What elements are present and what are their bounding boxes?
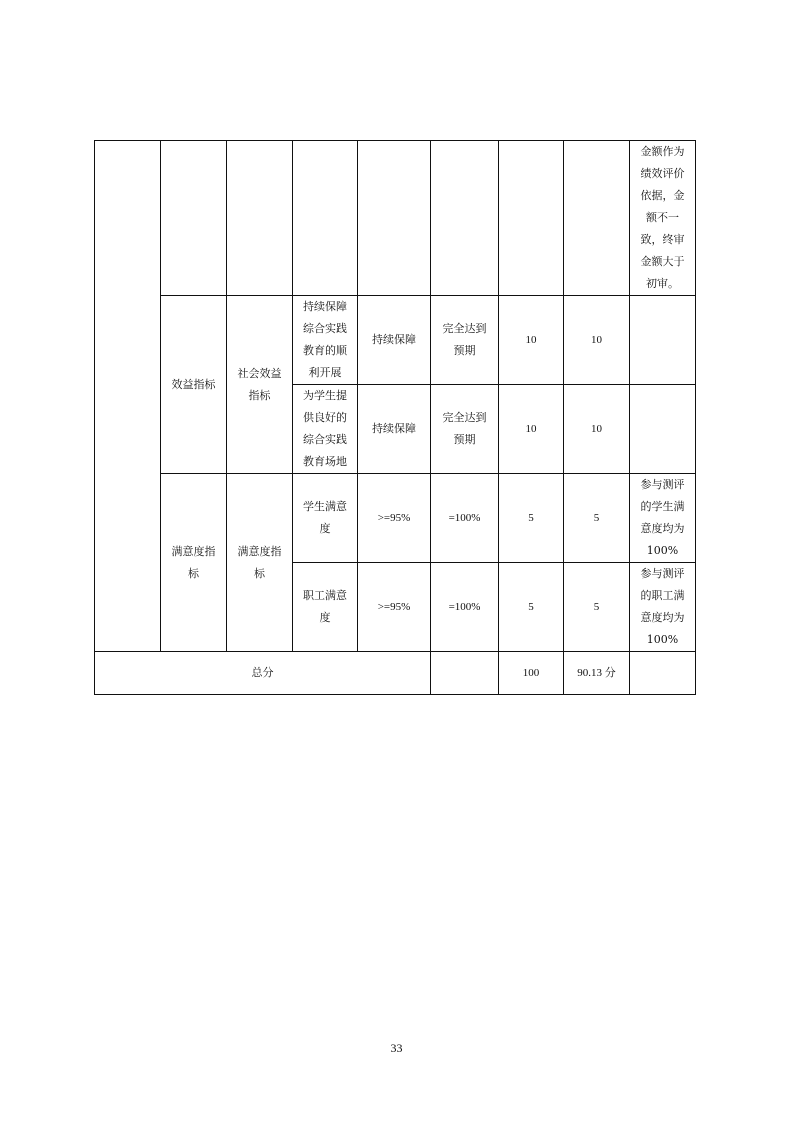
target-value-cell: 持续保障: [358, 385, 431, 474]
indicator-cell: 持续保障综合实践教育的顺利开展: [293, 296, 358, 385]
target-value-cell: >=95%: [358, 563, 431, 652]
total-label-cell: 总分: [95, 652, 431, 695]
actual-value-cell: 完全达到预期: [431, 296, 499, 385]
weight-cell: [499, 141, 564, 296]
table-row: [95, 296, 696, 385]
table-row: [95, 474, 696, 563]
actual-value-cell: [431, 141, 499, 296]
actual-value-cell: =100%: [431, 474, 499, 563]
target-value-cell: [358, 141, 431, 296]
level2-indicator-cell: [161, 141, 227, 296]
note-cell: [630, 385, 696, 474]
score-cell: 5: [564, 563, 630, 652]
note-cell: [630, 296, 696, 385]
score-cell: 5: [564, 474, 630, 563]
total-weight-cell: 100: [499, 652, 564, 695]
indicator-cell: 为学生提供良好的综合实践教育场地: [293, 385, 358, 474]
indicator-cell: 学生满意度: [293, 474, 358, 563]
actual-value-cell: =100%: [431, 563, 499, 652]
weight-cell: 5: [499, 474, 564, 563]
page-number: 33: [390, 1041, 403, 1055]
actual-value-cell: [431, 652, 499, 695]
level3-indicator-cell: 社会效益指标: [227, 296, 293, 474]
level2-indicator-cell: 效益指标: [161, 296, 227, 474]
level3-indicator-cell: [227, 141, 293, 296]
note-cell: 参与测评的职工满意度均为100%: [630, 563, 696, 652]
score-cell: [564, 141, 630, 296]
note-cell: 金额作为绩效评价依据，金额不一致，终审金额大于初审。: [630, 141, 696, 296]
score-cell: 10: [564, 385, 630, 474]
level3-indicator-cell: 满意度指标: [227, 474, 293, 652]
performance-evaluation-table: [94, 140, 696, 695]
table-row-continued: [95, 141, 696, 296]
level1-indicator-cell: [95, 141, 161, 652]
note-cell: [630, 652, 696, 695]
weight-cell: 5: [499, 563, 564, 652]
target-value-cell: 持续保障: [358, 296, 431, 385]
note-cell: 参与测评的学生满意度均为100%: [630, 474, 696, 563]
total-score-cell: 90.13 分: [564, 652, 630, 695]
target-value-cell: >=95%: [358, 474, 431, 563]
level2-indicator-cell: 满意度指标: [161, 474, 227, 652]
indicator-cell: [293, 141, 358, 296]
actual-value-cell: 完全达到预期: [431, 385, 499, 474]
total-row: [95, 652, 696, 695]
weight-cell: 10: [499, 385, 564, 474]
score-cell: 10: [564, 296, 630, 385]
indicator-cell: 职工满意度: [293, 563, 358, 652]
weight-cell: 10: [499, 296, 564, 385]
